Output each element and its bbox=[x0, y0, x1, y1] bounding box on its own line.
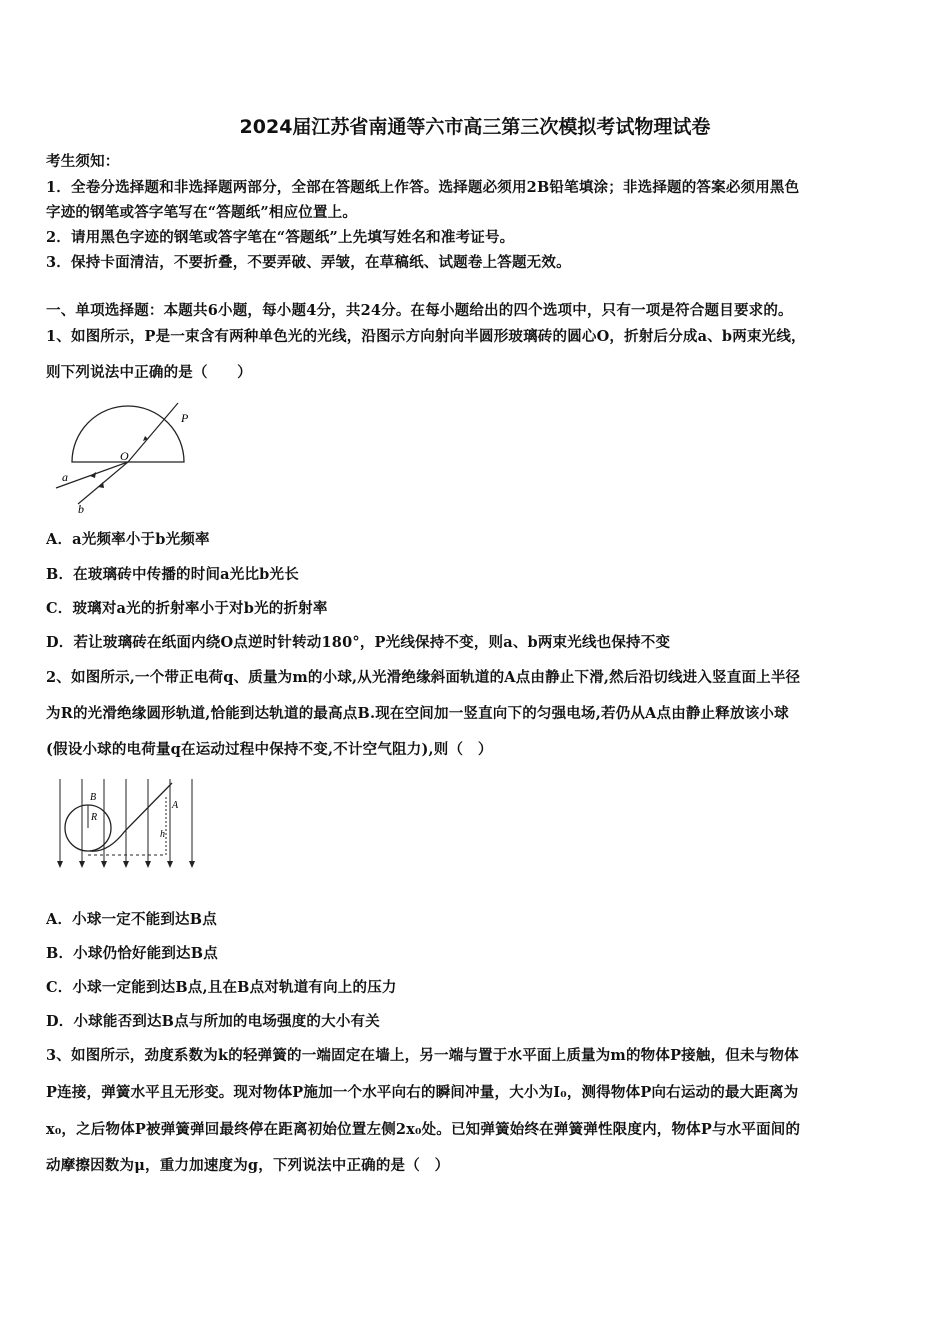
q3-stem-line-2: P连接，弹簧水平且无形变。现对物体P施加一个水平向右的瞬间冲量，大小为I₀，测得物体P向右运动的最大距离为 bbox=[46, 1084, 799, 1101]
q2-stem-line-1: 2、如图所示,一个带正电荷q、质量为m的小球,从光滑绝缘斜面轨道的A点由静止下滑,然后沿切线进入竖直面上半径 bbox=[46, 669, 801, 686]
page-title: 2024届江苏省南通等六市高三第三次模拟考试物理试卷 bbox=[239, 116, 711, 138]
label-b: b bbox=[78, 502, 84, 516]
label-a-start: A bbox=[172, 800, 179, 811]
label-b-top: B bbox=[90, 792, 97, 803]
q2-stem-line-2: 为R的光滑绝缘圆形轨道,恰能到达轨道的最高点B.现在空间加一竖直向下的匀强电场,若仍从A点由静止释放该小球 bbox=[46, 705, 789, 722]
q1-stem-line-1: 1、如图所示，P是一束含有两种单色光的光线，沿图示方向射向半圆形玻璃砖的圆心O，折射后分成a、b两束光线， bbox=[46, 328, 806, 345]
section-heading: 一、单项选择题：本题共6小题，每小题4分，共24分。在每小题给出的四个选项中，只有一项是符合题目要求的。 bbox=[46, 302, 793, 319]
label-r: R bbox=[91, 812, 98, 823]
inclined-track bbox=[90, 783, 172, 851]
q1-option-b[interactable]: B．在玻璃砖中传播的时间a光比b光长 bbox=[46, 566, 299, 583]
ray-b-arrow-icon bbox=[98, 482, 104, 488]
label-p: P bbox=[181, 411, 189, 425]
q1-option-c[interactable]: C．玻璃对a光的折射率小于对b光的折射率 bbox=[46, 600, 328, 617]
notice-line-3: 2．请用黑色字迹的钢笔或答字笔在“答题纸”上先填写姓名和准考证号。 bbox=[46, 229, 515, 246]
q2-option-a[interactable]: A．小球一定不能到达B点 bbox=[46, 911, 217, 928]
notice-heading: 考生须知： bbox=[46, 153, 120, 170]
notice-line-4: 3．保持卡面清洁，不要折叠，不要弄破、弄皱，在草稿纸、试题卷上答题无效。 bbox=[46, 254, 571, 271]
q1-stem-line-2: 则下列说法中正确的是（ ） bbox=[46, 364, 252, 381]
q2-stem-line-3: (假设小球的电荷量q在运动过程中保持不变,不计空气阻力),则（ ） bbox=[46, 741, 493, 758]
field-arrows bbox=[57, 861, 195, 868]
q1-option-d[interactable]: D．若让玻璃砖在纸面内绕O点逆时针转动180°，P光线保持不变，则a、b两束光线也保持不变 bbox=[46, 634, 671, 651]
q2-option-b[interactable]: B．小球仍恰好能到达B点 bbox=[46, 945, 218, 962]
label-o: O bbox=[120, 449, 129, 463]
q3-stem-line-1: 3、如图所示，劲度系数为k的轻弹簧的一端固定在墙上，另一端与置于水平面上质量为m的物体P接触，但未与物体 bbox=[46, 1047, 799, 1064]
label-h: h bbox=[160, 829, 165, 840]
q3-stem-line-4: 动摩擦因数为μ，重力加速度为g，下列说法中正确的是（ ） bbox=[46, 1157, 450, 1174]
q3-stem-line-3: x₀，之后物体P被弹簧弹回最终停在距离初始位置左侧2x₀处。已知弹簧始终在弹簧弹性限度内，物体P与水平面间的 bbox=[46, 1121, 801, 1138]
label-a: a bbox=[62, 470, 68, 484]
incident-arrow-icon bbox=[143, 436, 148, 441]
notice-line-2: 字迹的钢笔或答字笔写在“答题纸”相应位置上。 bbox=[46, 204, 358, 221]
q1-figure bbox=[50, 395, 200, 520]
q2-option-c[interactable]: C．小球一定能到达B点,且在B点对轨道有向上的压力 bbox=[46, 979, 397, 996]
q2-option-d[interactable]: D．小球能否到达B点与所加的电场强度的大小有关 bbox=[46, 1013, 380, 1030]
notice-line-1: 1．全卷分选择题和非选择题两部分，全部在答题纸上作答。选择题必须用2B铅笔填涂；非选择题的答案必须用黑色 bbox=[46, 179, 800, 196]
q1-option-a[interactable]: A．a光频率小于b光频率 bbox=[46, 531, 210, 548]
q2-figure bbox=[50, 775, 205, 885]
